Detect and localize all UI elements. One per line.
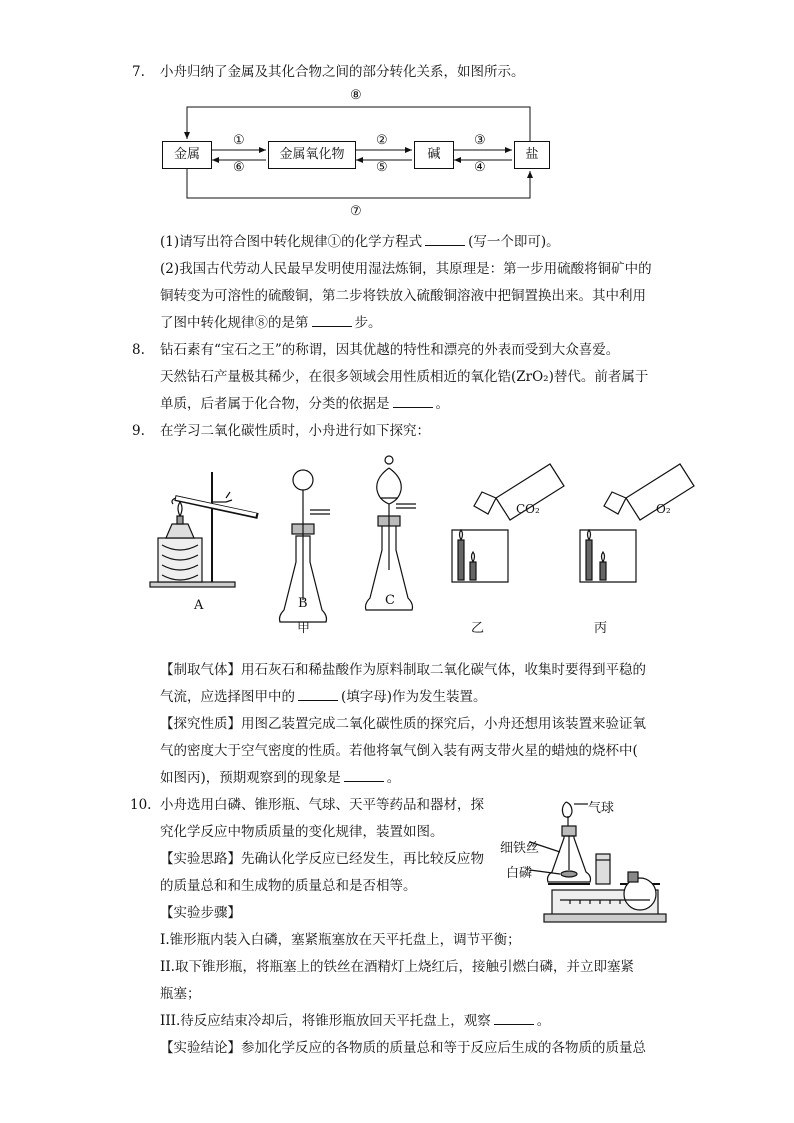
label-bing: 丙 [594,621,608,636]
node-base: 碱 [414,141,454,169]
q9-apparatus [0,450,794,650]
q10-step2-line2: 瓶塞； [160,986,201,1002]
q9-number: 9. [132,423,145,439]
arrow-label-3: ③ [474,133,486,148]
q10-step3-text: III.待反应结束冷却后，将锥形瓶放回天平托盘上，观察 [160,1013,491,1029]
q8-line2: 天然钻石产量极其稀少，在很多领域会用性质相近的氧化锆(ZrO₂)替代。前者属于 [160,369,649,385]
arrow-label-7: ⑦ [350,204,362,219]
q7-arrows [0,0,794,230]
label-jia: 甲 [297,621,311,636]
q7-part2-line1: (2)我国古代劳动人民最早发明使用湿法炼铜，其原理是：第一步用硫酸将铜矿中的 [160,261,652,277]
q9-p1-text: 气流，应选择图甲中的 [160,689,295,705]
q9-p2-line1: 【探究性质】用图乙装置完成二氧化碳性质的探究后，小舟还想用该装置来验证氧 [160,716,646,732]
answer-blank [494,1012,534,1025]
answer-blank [344,769,384,782]
balloon-label: 气球 [588,801,615,816]
q9-p1-line2 [160,687,487,707]
q7-part1 [160,232,560,252]
answer-blank [312,314,352,327]
q9-p2-line2: 气的密度大于空气密度的性质。若他将氧气倒入装有两支带火星的蜡烛的烧杯中( [160,743,638,759]
q10-number: 10. [130,797,152,813]
q10-balance-apparatus [0,790,794,930]
q8-text: 单质，后者属于化合物，分类的依据是 [160,396,390,412]
q7-number: 7. [132,64,145,80]
q10-line4: 的质量总和和生成物的质量总和是否相等。 [160,878,417,894]
q9-p2-line3 [160,768,400,788]
arrow-label-2: ② [376,133,388,148]
answer-blank [393,395,433,408]
iron-wire-label: 细铁丝 [500,841,540,856]
answer-blank [425,233,465,246]
q9-p1-tail: (填字母)作为发生装置。 [341,689,487,705]
q10-conclusion: 【实验结论】参加化学反应的各物质的质量总和等于反应后生成的各物质的质量总 [160,1040,646,1056]
q8-line1: 钻石素有“宝石之王”的称谓，因其优越的特性和漂亮的外表而受到大众喜爱。 [160,342,620,358]
arrow-label-8: ⑧ [350,88,362,103]
q9-p2-tail: 。 [386,770,401,786]
label-c: C [385,593,395,608]
node-metal: 金属 [162,141,212,169]
answer-blank [298,688,338,701]
q7-part1-text: (1)请写出符合图中转化规律①的化学方程式 [160,234,423,250]
q9-p2-text: 如图丙)，预期观察到的现象是 [160,770,341,786]
q8-line3 [160,394,449,414]
q10-step2-line1: II.取下锥形瓶，将瓶塞上的铁丝在酒精灯上烧红后，接触引燃白磷，并立即塞紧 [160,959,634,975]
q10-line1: 小舟选用白磷、锥形瓶、气球、天平等药品和器材，探 [160,797,484,813]
node-salt: 盐 [514,141,550,169]
q7-part2-text: 了图中转化规律⑧的是第 [160,315,309,331]
q8-tail: 。 [435,396,449,412]
arrow-label-6: ⑥ [233,160,245,175]
q7-part1-tail: (写一个即可)。 [468,234,560,250]
co2-label: CO₂ [516,502,540,516]
label-b: B [298,596,308,611]
arrow-label-5: ⑤ [376,160,388,175]
node-metal-oxide: 金属氧化物 [268,141,356,169]
q7-stem: 小舟归纳了金属及其化合物之间的部分转化关系，如图所示。 [160,64,525,80]
white-phosphorus-label: 白磷 [506,866,533,881]
q8-number: 8. [132,342,145,358]
q7-part2-tail: 步。 [354,315,382,331]
q10-line2: 究化学反应中物质质量的变化规律，装置如图。 [160,824,444,840]
arrow-label-4: ④ [474,160,486,175]
q10-steps-title: 【实验步骤】 [160,905,241,921]
q10-line3: 【实验思路】先确认化学反应已经发生，再比较反应物 [160,851,484,867]
o2-label: O₂ [656,502,671,516]
q9-p1-line1: 【制取气体】用石灰石和稀盐酸作为原料制取二氧化碳气体，收集时要得到平稳的 [160,662,646,678]
q9-stem: 在学习二氧化碳性质时，小舟进行如下探究： [160,423,430,439]
q7-part2-line3 [160,313,382,333]
label-yi: 乙 [471,621,485,636]
arrow-label-1: ① [233,133,245,148]
label-a: A [194,598,204,613]
q7-part2-line2: 铜转变为可溶性的硫酸铜，第二步将铁放入硫酸铜溶液中把铜置换出来。其中利用 [160,288,646,304]
q10-step3 [160,1011,550,1031]
q10-step3-tail: 。 [536,1013,551,1029]
q10-step1: I.锥形瓶内装入白磷，塞紧瓶塞放在天平托盘上，调节平衡； [160,932,521,948]
